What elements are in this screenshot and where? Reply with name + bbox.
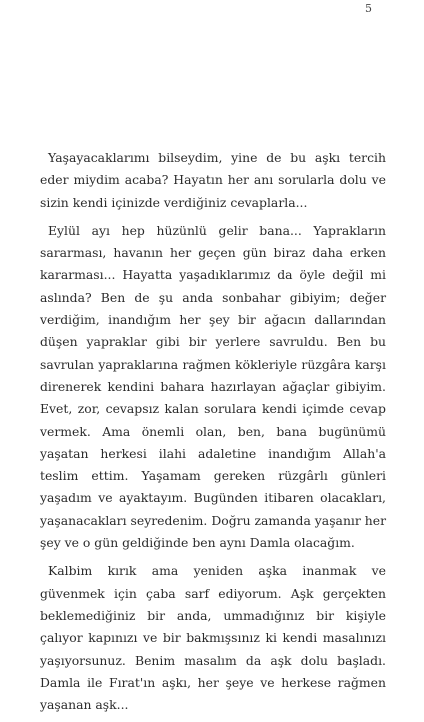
page-number: 5: [365, 2, 372, 15]
body-text: [40, 147, 386, 722]
paragraph-2: Eylül ayı hep hüzünlü gelir bana... Yaprakların sararması, havanın her geçen gün biraz daha erken kararması... Hayatta yaşadıklarımız da öyle değil mi aslında? Ben de şu anda sonbahar gibiyim; değer verdiğim, inandığım her şey bir ağacın dallarından düşen yapraklar gibi bir yerlere savruldu. Ben bu savrulan yapraklarına rağmen kökleriyle rüzgâra karşı direnerek kendini bahara hazırlayan ağaçlar gibiyim. Evet, zor, cevapsız kalan sorulara kendi içimde cevap vermek. Ama önemli olan, ben, bana bugünümü yaşatan herkesi ilahi adaletine inandığım Allah'a teslim ettim. Yaşamam gereken rüzgârlı günleri yaşadım ve ayaktayım. Bugünden itibaren olacakları, yaşanacakları seyredenim. Doğru zamanda yaşanır her şey ve o gün geldiğinde ben aynı Damla olacağım.: [40, 222, 386, 551]
paragraph-1: Yaşayacaklarımı bilseydim, yine de bu aşkı tercih eder miydim acaba? Hayatın her anı sorularla dolu ve sizin kendi içinizde verdiğiniz cevaplarla...: [40, 150, 386, 210]
paragraph-3: Kalbim kırık ama yeniden aşka inanmak ve güvenmek için çaba sarf ediyorum. Aşk gerçekten beklemediğiniz bir anda, ummadığınız bir kişiyle çalıyor kapınızı ve bir bakmışsınız ki kendi masalınızı yaşıyorsunuz. Benim masalım da aşk dolu başladı. Damla ile Fırat'ın aşkı, her şeye ve herkese rağmen yaşanan aşk...: [40, 563, 386, 713]
